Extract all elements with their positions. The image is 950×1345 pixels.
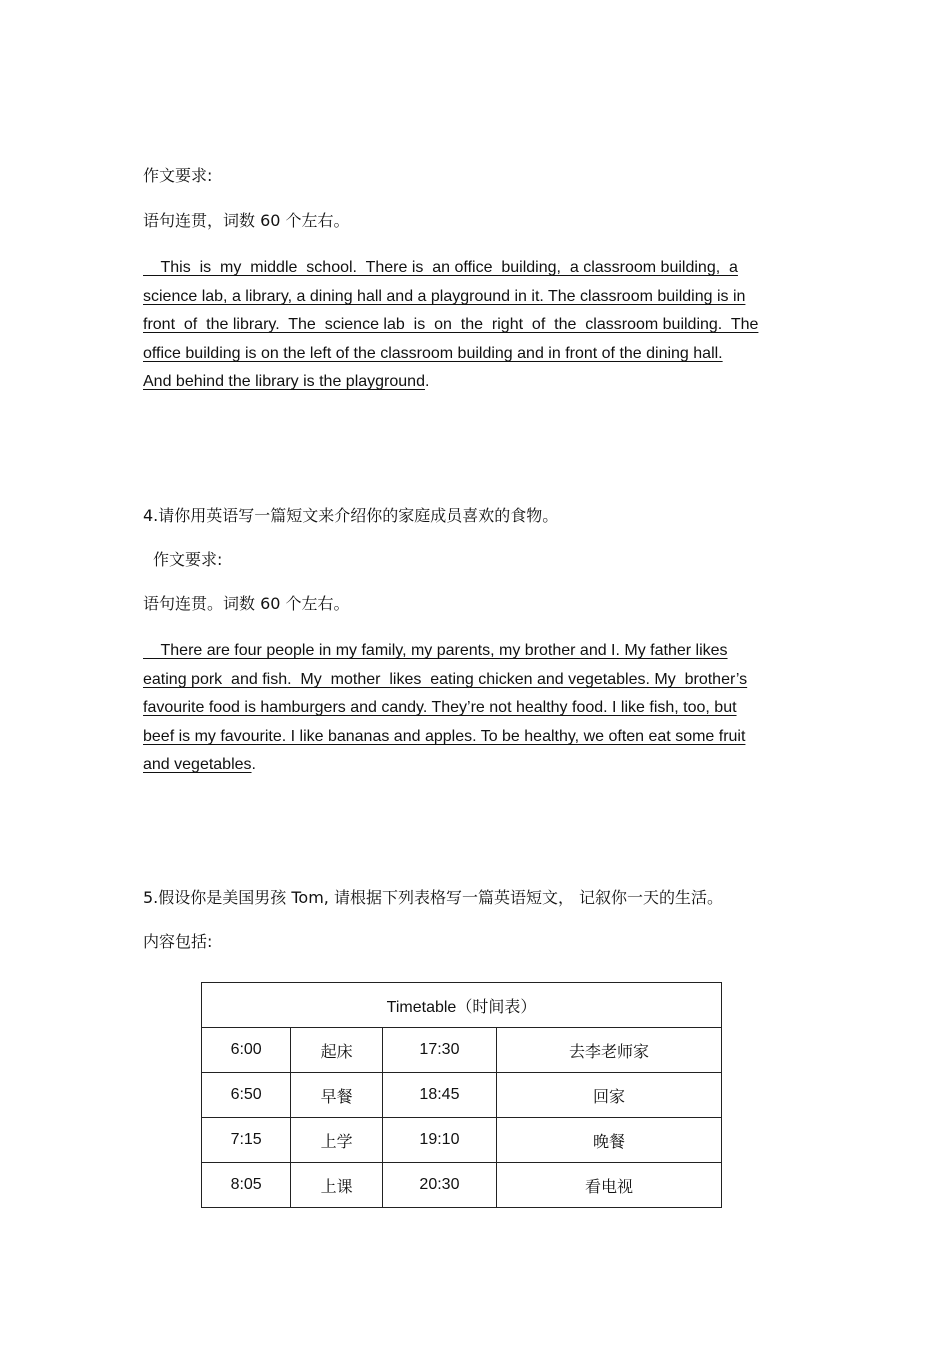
table-cell: 早餐 [291, 1073, 383, 1118]
essay-line: And behind the library is the playground [143, 373, 425, 390]
table-cell: 上学 [291, 1118, 383, 1163]
question-5: 5.假设你是美国男孩 Tom, 请根据下列表格写一篇英语短文， 记叙你一天的生活。 [143, 888, 724, 907]
requirement-title: 作文要求: [153, 550, 223, 569]
table-cell: 6:00 [202, 1028, 291, 1073]
requirement-text: 语句连贯。词数 60 个左右。 [143, 594, 350, 613]
table-cell: 18:45 [382, 1073, 496, 1118]
timetable-caption: Timetable（时间表） [202, 983, 722, 1028]
essay-line: and vegetables [143, 756, 252, 773]
table-cell: 晚餐 [496, 1118, 721, 1163]
table-cell: 去李老师家 [496, 1028, 721, 1073]
table-row [202, 1118, 722, 1163]
table-row [202, 1163, 722, 1208]
essay-line: This is my middle school. There is an office building, a classroom building, a [143, 259, 738, 276]
essay-line: There are four people in my family, my parents, my brother and I. My father likes [143, 642, 728, 659]
table-cell: 看电视 [496, 1163, 721, 1208]
essay-line: office building is on the left of the classroom building and in front of the dining hall. [143, 345, 723, 362]
table-cell: 17:30 [382, 1028, 496, 1073]
requirement-title: 作文要求: [143, 166, 213, 185]
table-cell: 回家 [496, 1073, 721, 1118]
essay-line: beef is my favourite. I like bananas and apples. To be healthy, we often eat some fruit [143, 728, 746, 745]
table-cell: 6:50 [202, 1073, 291, 1118]
table-cell: 上课 [291, 1163, 383, 1208]
table-cell: 起床 [291, 1028, 383, 1073]
question-4: 4.请你用英语写一篇短文来介绍你的家庭成员喜欢的食物。 [143, 506, 559, 525]
essay-end: . [251, 756, 256, 773]
table-cell: 20:30 [382, 1163, 496, 1208]
table-row [202, 1028, 722, 1073]
content-label: 内容包括: [143, 932, 213, 951]
essay-line: front of the library. The science lab is on the right of the classroom building. The [143, 316, 759, 333]
essay-line: favourite food is hamburgers and candy. They’re not healthy food. I like fish, too, but [143, 699, 737, 716]
essay-line: eating pork and fish. My mother likes eating chicken and vegetables. My brother’s [143, 671, 748, 688]
table-cell: 19:10 [382, 1118, 496, 1163]
table-cell: 8:05 [202, 1163, 291, 1208]
table-row [202, 1073, 722, 1118]
requirement-text: 语句连贯，词数 60 个左右。 [143, 211, 350, 230]
timetable [201, 982, 722, 1208]
essay-end: . [424, 373, 430, 390]
essay-line: science lab, a library, a dining hall and a playground in it. The classroom building is in [143, 288, 746, 305]
table-cell: 7:15 [202, 1118, 291, 1163]
